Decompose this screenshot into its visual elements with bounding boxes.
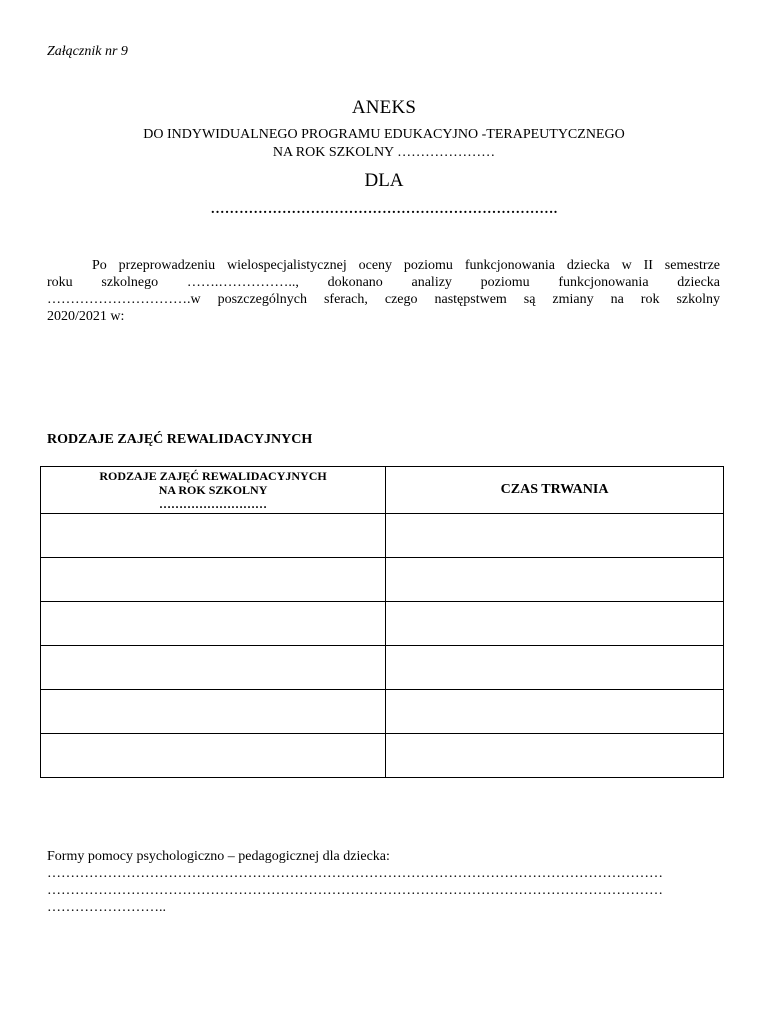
table-cell-activity bbox=[41, 734, 386, 778]
table-header-activities bbox=[41, 467, 386, 514]
intro-line-4: 2020/2021 w: bbox=[47, 309, 125, 324]
table-cell-duration bbox=[386, 558, 724, 602]
child-name-placeholder: ………………………………………………………………. bbox=[210, 202, 558, 217]
table-cell-activity bbox=[41, 690, 386, 734]
table-row bbox=[41, 646, 724, 690]
for-label: DLA bbox=[364, 170, 404, 191]
intro-line-1 bbox=[47, 257, 720, 274]
table-cell-duration bbox=[386, 514, 724, 558]
table-header-duration: CZAS TRWANIA bbox=[386, 467, 724, 514]
support-forms-dots-line1: …………………………………………………………………………………………………………………… bbox=[47, 866, 663, 881]
intro-paragraph bbox=[47, 257, 720, 325]
table-header-row bbox=[41, 467, 724, 514]
table-header-activities-line2: NA ROK SZKOLNY bbox=[158, 483, 268, 497]
table-cell-activity bbox=[41, 558, 386, 602]
intro-line-1-text: Po przeprowadzeniu wielospecjalistycznej oceny poziomu funkcjonowania dziecka w II semestrze bbox=[92, 258, 720, 273]
document-title: ANEKS bbox=[351, 97, 417, 118]
section-heading: RODZAJE ZAJĘĆ REWALIDACYJNYCH bbox=[47, 432, 313, 447]
intro-line-3: ………………………….w poszczególnych sferach, czego następstwem są zmiany na rok szkolny bbox=[47, 292, 720, 307]
table-cell-duration bbox=[386, 734, 724, 778]
table-header-activities-line1: RODZAJE ZAJĘĆ REWALIDACYJNYCH bbox=[99, 469, 327, 483]
support-forms-dots-line2: …………………………………………………………………………………………………………………… bbox=[47, 883, 663, 898]
intro-line-2: roku szkolnego …….…………….., dokonano analizy poziomu funkcjonowania dziecka bbox=[47, 275, 720, 290]
table-cell-duration bbox=[386, 646, 724, 690]
support-forms-label: Formy pomocy psychologiczno – pedagogicznej dla dziecka: bbox=[47, 849, 390, 864]
table-cell-activity bbox=[41, 602, 386, 646]
table-header-activities-line3: ……………………… bbox=[159, 497, 268, 511]
document-subtitle-line2: NA ROK SZKOLNY ………………… bbox=[272, 145, 496, 160]
table-row bbox=[41, 734, 724, 778]
support-forms-dots-line3: …………………….. bbox=[47, 900, 166, 915]
table-cell-activity bbox=[41, 514, 386, 558]
table-row bbox=[41, 690, 724, 734]
document-subtitle-line1: DO INDYWIDUALNEGO PROGRAMU EDUKACYJNO -TERAPEUTYCZNEGO bbox=[143, 127, 625, 142]
attachment-number: Załącznik nr 9 bbox=[47, 44, 128, 59]
table-cell-activity bbox=[41, 646, 386, 690]
table-cell-duration bbox=[386, 690, 724, 734]
table-cell-duration bbox=[386, 602, 724, 646]
table-row bbox=[41, 514, 724, 558]
table-row bbox=[41, 558, 724, 602]
activities-table bbox=[40, 466, 724, 778]
table-row bbox=[41, 602, 724, 646]
